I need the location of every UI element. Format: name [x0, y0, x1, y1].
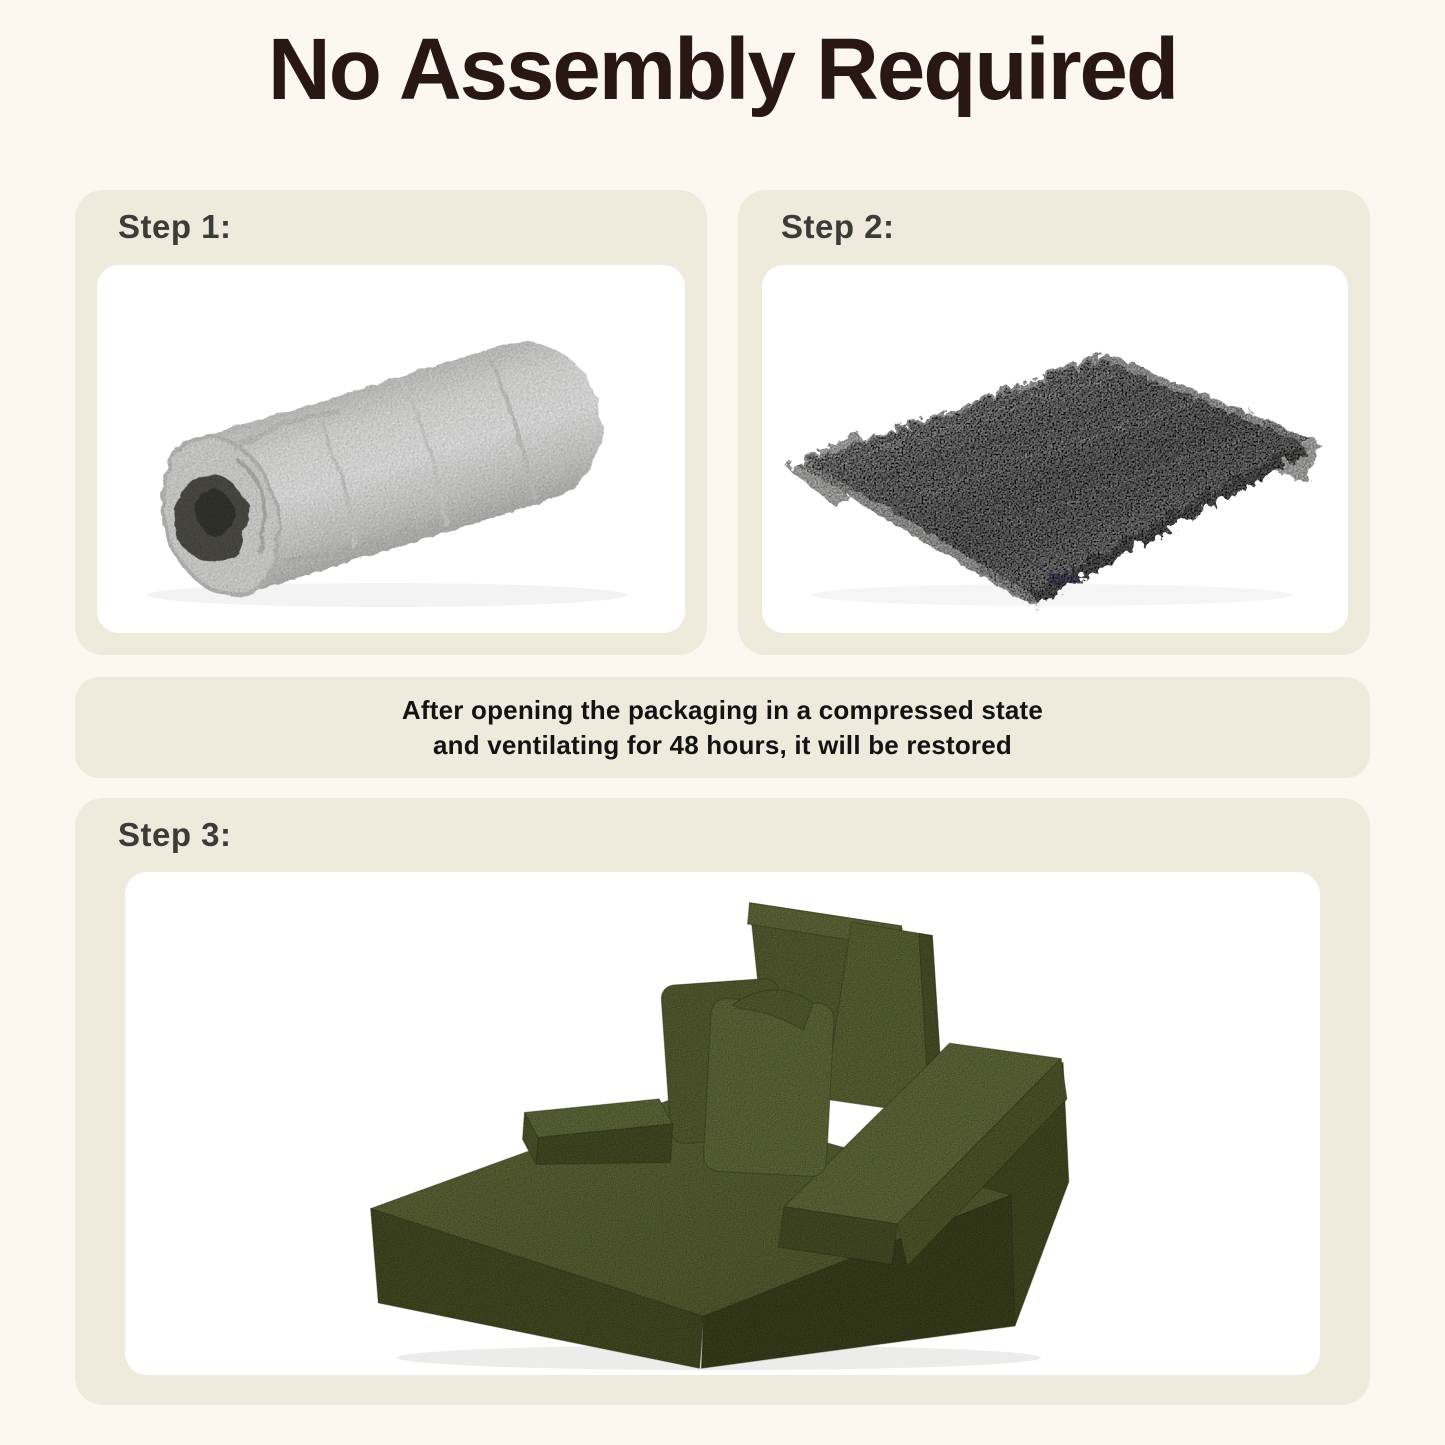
step3-label: Step 3:: [118, 816, 232, 853]
note-line-2: and ventilating for 48 hours, it will be restored: [432, 729, 1012, 760]
restored-sofa-image: [125, 872, 1320, 1375]
flat-compressed-package-image: [762, 265, 1348, 633]
step3-card: [75, 798, 1370, 1405]
note-band: [75, 677, 1370, 778]
green-chaise-sofa-illustration: [334, 874, 1142, 1374]
flat-package-illustration: [762, 265, 1348, 633]
step1-card: [75, 190, 707, 655]
step2-card: [738, 190, 1370, 655]
step3-image-panel: [125, 872, 1320, 1375]
page-title: No Assembly Required: [267, 21, 1178, 118]
rolled-compressed-package-image: [97, 265, 685, 633]
step2-label: Step 2:: [781, 208, 895, 245]
step2-image-panel: [762, 265, 1348, 633]
rolled-package-illustration: [97, 265, 685, 633]
note-line-1: After opening the packaging in a compressed state: [401, 694, 1044, 725]
step1-label: Step 1:: [118, 208, 232, 245]
step1-image-panel: [97, 265, 685, 633]
